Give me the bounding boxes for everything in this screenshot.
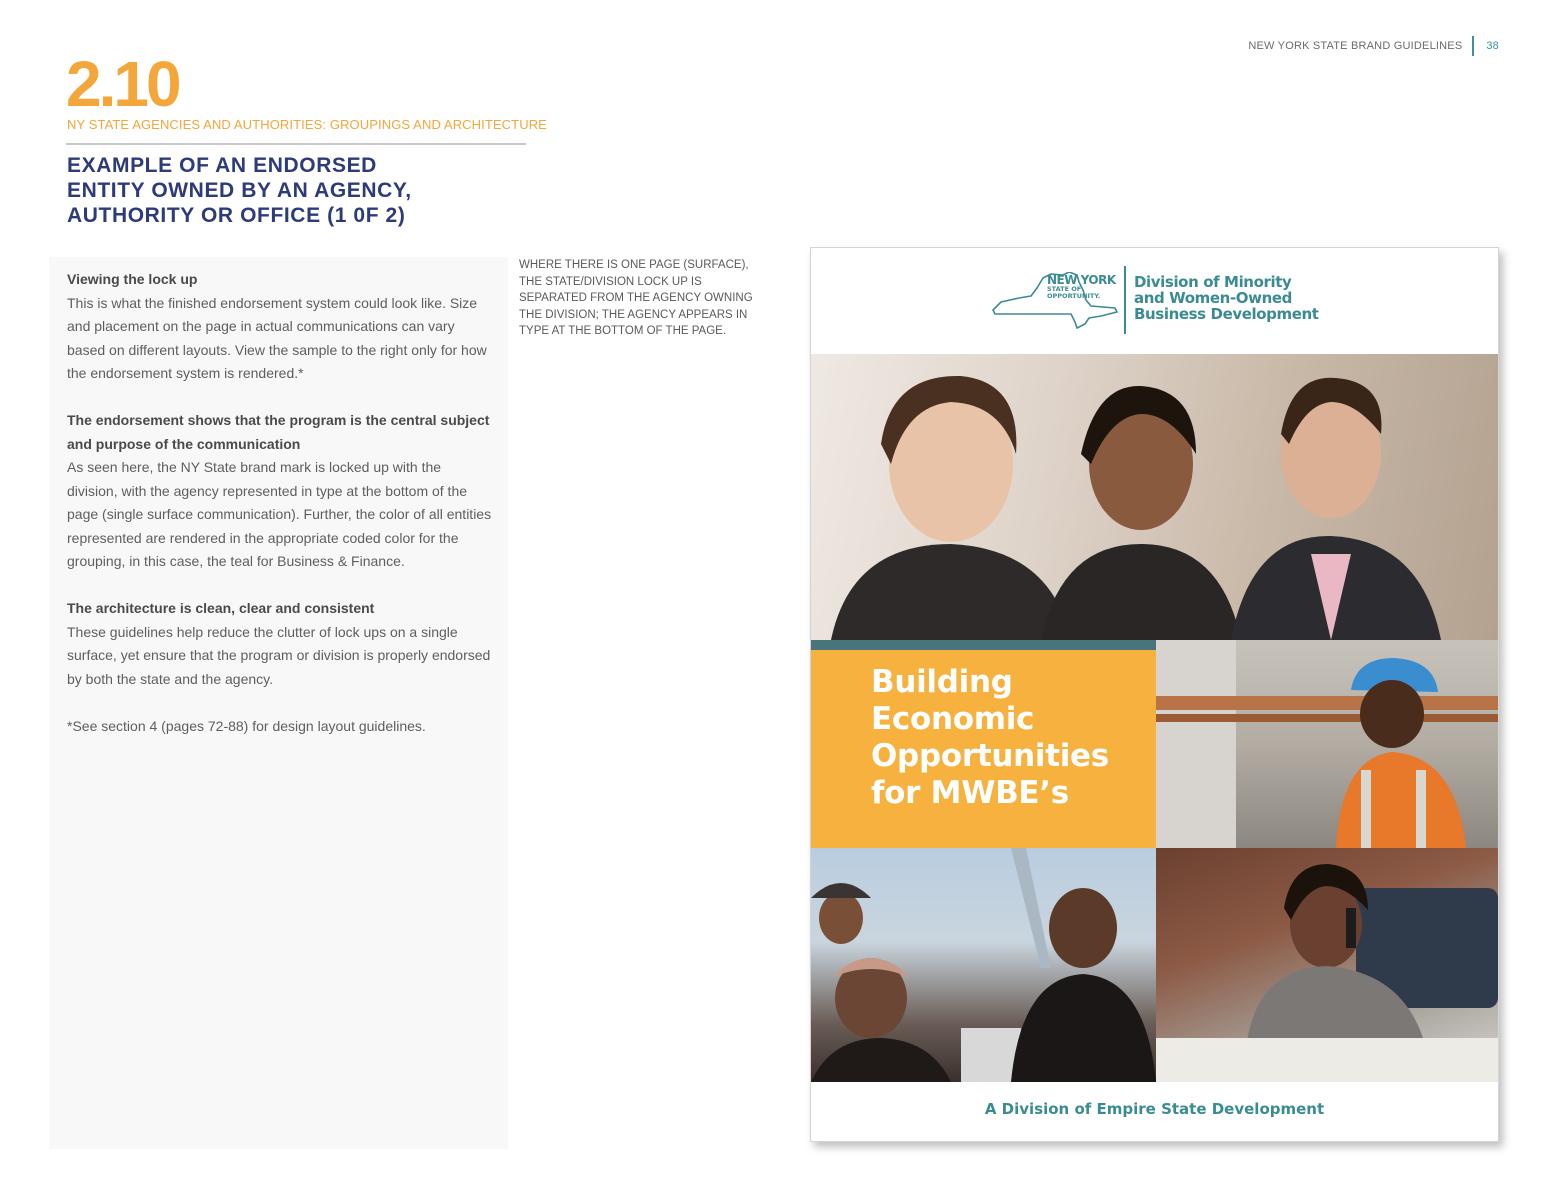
paragraph-heading: The endorsement shows that the program is the central subject and purpose of the communication [67, 412, 490, 452]
title-divider [66, 143, 526, 145]
brochure-sample [810, 247, 1499, 1142]
paragraph-text: These guidelines help reduce the clutter of lock ups on a single surface, yet ensure that the program or division is properly endorsed by both the state and the agency. [67, 623, 491, 687]
photo-business-people [811, 354, 1498, 640]
section-number: 2.10 [66, 48, 179, 120]
division-name [1134, 274, 1334, 322]
section-title: NY STATE AGENCIES AND AUTHORITIES: GROUPINGS AND ARCHITECTURE [67, 117, 547, 132]
page-heading [67, 153, 547, 228]
sample-caption: WHERE THERE IS ONE PAGE (SURFACE), THE STATE/DIVISION LOCK UP IS SEPARATED FROM THE AGENCY OWNING THE DIVISION; THE AGENCY APPEARS IN TYPE AT THE BOTTOM OF THE PAGE. [519, 259, 753, 337]
paragraph-text: As seen here, the NY State brand mark is locked up with the division, with the agency represented in type at the bottom of the page (single surface communication). Further, the color of all entities represented are rendered in the appropriate coded color for the grouping, in this case, the teal for Business & Finance. [67, 459, 492, 569]
photo-community-crowd [811, 848, 1156, 1082]
paragraph-heading: Viewing the lock up [67, 271, 198, 287]
photo-construction-worker [1156, 640, 1498, 848]
paragraph-endorsement [67, 409, 495, 574]
running-head-divider [1472, 36, 1474, 56]
division-name-line-3: Business Development [1134, 305, 1319, 323]
state-wordmark-main: NEW YORK [1047, 273, 1116, 287]
paragraph-text: This is what the finished endorsement system could look like. Size and placement on the page in actual communications can vary based on different layouts. View the sample to the right only for how the endorsement system is rendered.* [67, 294, 487, 381]
cover-footer-agency: A Division of Empire State Development [984, 1100, 1325, 1118]
footnote: *See section 4 (pages 72-88) for design layout guidelines. [67, 717, 426, 734]
state-wordmark-line-2: OPPORTUNITY. [1047, 292, 1101, 300]
photo-business-people-illustration [811, 354, 1498, 640]
page-heading-line-1: EXAMPLE OF AN ENDORSED [67, 154, 377, 177]
division-name-line-1: Division of Minority [1134, 273, 1292, 291]
photo-community-crowd-illustration [811, 848, 1156, 1082]
photo-woman-on-phone-illustration [1156, 848, 1498, 1082]
paragraph-heading: The architecture is clean, clear and consistent [67, 600, 375, 616]
cover-title-line-2: Economic [871, 701, 1035, 737]
page-number: 38 [1486, 40, 1499, 52]
cover-title [871, 664, 1151, 812]
body-copy [67, 268, 495, 762]
paragraph-viewing-lock-up [67, 268, 495, 386]
cover-title-line-3: Opportunities [871, 738, 1109, 774]
cover-title-line-4: for MWBE’s [871, 775, 1069, 811]
running-head [1248, 36, 1499, 56]
lockup-area [811, 248, 1498, 354]
division-name-line-2: and Women-Owned [1134, 289, 1292, 307]
state-wordmark-line-1: STATE OF [1047, 285, 1082, 293]
photo-construction-worker-illustration [1156, 640, 1498, 848]
page-heading-line-3: AUTHORITY OR OFFICE (1 0F 2) [67, 204, 406, 227]
page-heading-line-2: ENTITY OWNED BY AN AGENCY, [67, 179, 412, 202]
photo-woman-on-phone [1156, 848, 1498, 1082]
teal-accent-strip [811, 640, 1156, 650]
state-wordmark [1047, 274, 1116, 300]
running-title: NEW YORK STATE BRAND GUIDELINES [1248, 40, 1463, 52]
cover-title-line-1: Building [871, 664, 1013, 700]
lockup-divider [1124, 266, 1126, 334]
paragraph-architecture [67, 597, 495, 691]
